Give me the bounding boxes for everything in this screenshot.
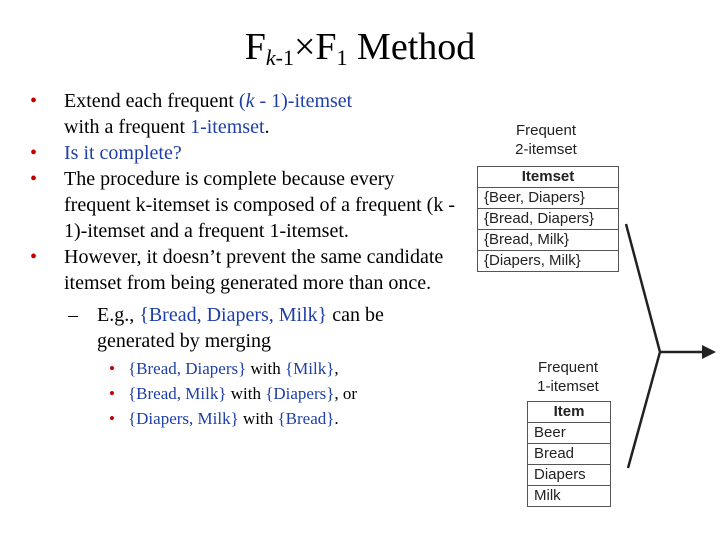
table-header: Item [528, 402, 611, 423]
table-row: Bread [528, 444, 611, 465]
bullet-1-blue1: ( [238, 90, 246, 112]
sub-bullet [30, 302, 460, 354]
subsub-bullet-3 [30, 406, 460, 431]
table-2itemset-title [490, 121, 602, 159]
table-1itemset-title-l2: 1-itemset [537, 378, 599, 395]
subsub-1-b: {Milk} [285, 359, 335, 378]
table-row: {Diapers, Milk} [478, 251, 619, 272]
bullet-list [30, 88, 460, 431]
subsub-1-mid: with [246, 359, 286, 378]
subsub-3-a: {Diapers, Milk} [128, 409, 239, 428]
bullet-dot-icon: • [30, 246, 38, 268]
bullet-2-text: Is it complete? [64, 142, 182, 164]
bullet-4-text: However, it doesn’t prevent the same candidate itemset from being generated more than once. [64, 246, 444, 294]
subsub-2-b: {Diapers} [265, 384, 335, 403]
bullet-1-pre: Extend each frequent [64, 90, 239, 112]
subsub-1-end: , [334, 359, 339, 378]
subsub-2-mid: with [226, 384, 266, 403]
sub-bullet-pre: E.g., [97, 304, 140, 326]
title-main: F [244, 26, 266, 68]
bullet-3-text: The procedure is complete because every frequent k-itemset is composed of a frequent (k - 1)-itemset and a frequent 1-itemset. [64, 168, 455, 242]
bullet-2 [30, 140, 460, 166]
table-2itemset-title-l2: 2-itemset [515, 141, 577, 158]
bullet-1-line2-pre: with a frequent [64, 116, 191, 138]
bullet-dot-icon: • [109, 359, 115, 378]
table-row: {Bread, Milk} [478, 230, 619, 251]
bullet-1 [30, 88, 460, 140]
table-1itemset-title-l1: Frequent [537, 359, 599, 376]
table-row: Diapers [528, 465, 611, 486]
bullet-1-blue2: - 1)-itemset [254, 90, 353, 112]
title-sub-1: 1 [336, 45, 348, 70]
table-row: {Beer, Diapers} [478, 188, 619, 209]
bullet-3 [30, 166, 460, 244]
table-row: Milk [528, 486, 611, 507]
subsub-1-a: {Bread, Diapers} [128, 359, 247, 378]
bullet-1-line2-post: . [264, 116, 270, 138]
subsub-3-end: . [334, 409, 339, 428]
table-2itemset-title-l1: Frequent [515, 122, 577, 139]
subsub-2-a: {Bread, Milk} [128, 384, 227, 403]
table-header: Itemset [478, 167, 619, 188]
sub-bullet-post: can be generated by merging [97, 304, 384, 352]
subsub-3-mid: with [238, 409, 278, 428]
title-rest: Method [347, 26, 476, 68]
subsub-bullet-1 [30, 356, 460, 381]
bullet-1-line2-blue: 1-itemset [190, 116, 265, 138]
sub-bullet-blue: {Bread, Diapers, Milk} [139, 304, 328, 326]
title-sub-minus1: -1 [275, 45, 294, 70]
table-1itemset-title [522, 358, 614, 396]
bullet-dot-icon: • [109, 384, 115, 403]
dash-icon: – [68, 304, 78, 326]
table-row: Beer [528, 423, 611, 444]
title-times: ×F [293, 26, 337, 68]
bullet-dot-icon: • [30, 168, 38, 190]
bullet-dot-icon: • [30, 90, 38, 112]
subsub-2-end: , or [334, 384, 358, 403]
subsub-3-b: {Bread} [277, 409, 335, 428]
title-sub-k: k [265, 45, 276, 70]
table-row: {Bread, Diapers} [478, 209, 619, 230]
table-2itemset [477, 166, 619, 272]
table-1itemset [527, 401, 611, 507]
bullet-1-italic: k [245, 90, 255, 112]
page-title [0, 24, 720, 81]
subsub-bullet-2 [30, 381, 460, 406]
bullet-dot-icon: • [30, 142, 38, 164]
bullet-4 [30, 244, 460, 296]
bullet-dot-icon: • [109, 409, 115, 428]
